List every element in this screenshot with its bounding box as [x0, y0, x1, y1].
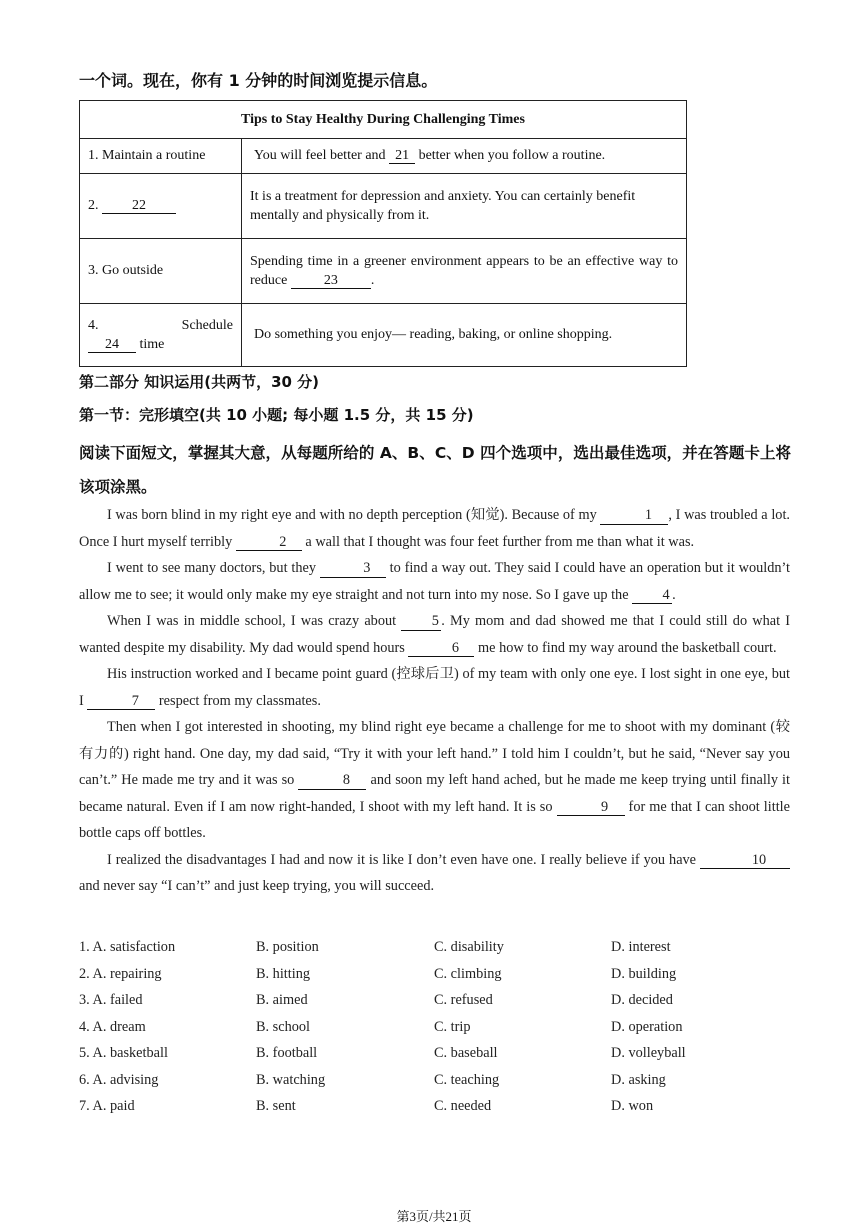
option-b: B. hitting [256, 965, 311, 982]
option-c: C. teaching [434, 1071, 500, 1088]
blank-23: 23 [291, 273, 371, 289]
paragraph-2: I went to see many doctors, but they 3 to find a way out. They said I could have an operation but it wouldn’t allow me to see; it would only make my eye straight and not turn into my nose. So I gave up the 4 . [79, 560, 790, 603]
section-2-heading: 第二部分 知识运用(共两节，30 分) [79, 373, 320, 391]
tip-3: 3. Go outside [80, 239, 242, 304]
blank-24: 24 [88, 337, 136, 353]
option-row [79, 1093, 790, 1120]
blank-9: 9 [557, 800, 625, 817]
option-b: B. watching [256, 1071, 326, 1088]
blank-2: 2 [236, 535, 302, 552]
blank-6: 6 [408, 641, 474, 658]
blank-7: 7 [87, 694, 155, 711]
blank-22: 22 [102, 198, 176, 214]
paragraph-6: I realized the disadvantages I had and now it is like I don’t even have one. I really believe if you have 10 and never say “I can’t” and just keep trying, you will succeed. [79, 847, 790, 900]
page-number: 第3页/共21页 [396, 1209, 472, 1224]
option-c: C. trip [434, 1018, 471, 1035]
section-1-heading: 第一节：完形填空(共 10 小题; 每小题 1.5 分，共 15 分) [79, 406, 474, 424]
blank-8: 8 [298, 773, 366, 790]
tip-2: 2. 22 [80, 174, 242, 239]
blank-10: 10 [700, 853, 790, 870]
option-row [79, 987, 790, 1014]
option-d: D. won [611, 1098, 654, 1114]
option-a: 6. A. advising [79, 1071, 159, 1088]
tip-4-desc: Do something you enjoy— reading, baking, or online shopping. [242, 304, 687, 367]
tip-2-desc: It is a treatment for depression and anxiety. You can certainly benefit mentally and physically from it. [242, 174, 687, 239]
paragraph-4: His instruction worked and I became point guard (控球后卫) of my team with only one eye. I lost sight in one eye, but I 7 respect from my classmates. [79, 666, 790, 709]
option-d: D. operation [611, 1018, 683, 1035]
option-d: D. asking [611, 1071, 666, 1088]
tip-3-desc: Spending time in a greener environment appears to be an effective way to reduce 23 . [242, 239, 687, 304]
option-c: C. needed [434, 1098, 492, 1114]
option-b: B. sent [256, 1098, 296, 1114]
answer-options [79, 934, 790, 1120]
option-c: C. climbing [434, 965, 502, 982]
table-title: Tips to Stay Healthy During Challenging Times [80, 101, 687, 139]
option-d: D. decided [611, 992, 673, 1008]
option-a: 3. A. failed [79, 992, 143, 1008]
option-b: B. school [256, 1018, 311, 1035]
tip-4: 4. Schedule 24 time [80, 304, 242, 367]
option-d: D. building [611, 965, 677, 982]
option-a: 7. A. paid [79, 1098, 135, 1114]
option-row [79, 1014, 790, 1041]
blank-21: 21 [389, 148, 415, 164]
option-c: C. baseball [434, 1045, 498, 1061]
option-c: C. disability [434, 939, 504, 955]
option-d: D. volleyball [611, 1045, 686, 1061]
blank-1: 1 [600, 508, 668, 525]
option-row [79, 934, 790, 961]
instructions: 阅读下面短文，掌握其大意，从每题所给的 A、B、C、D 四个选项中，选出最佳选项，并在答题卡上将该项涂黑。 [79, 444, 791, 496]
option-c: C. refused [434, 992, 493, 1008]
option-b: B. football [256, 1045, 318, 1061]
intro-line: 一个词。现在，你有 1 分钟的时间浏览提示信息。 [79, 71, 438, 90]
option-a: 5. A. basketball [79, 1045, 168, 1061]
option-b: B. aimed [256, 992, 308, 1008]
option-d: D. interest [611, 939, 671, 955]
paragraph-1: I was born blind in my right eye and with no depth perception (知觉). Because of my 1 , I was troubled a lot. Once I hurt myself terribly 2 a wall that I thought was four feet further from me than what it was. [79, 507, 790, 550]
option-b: B. position [256, 939, 319, 955]
tip-1-desc: You will feel better and 21 better when you follow a routine. [242, 139, 687, 174]
blank-3: 3 [320, 561, 386, 578]
option-a: 2. A. repairing [79, 965, 162, 982]
tips-table [79, 100, 687, 367]
option-row [79, 1040, 790, 1067]
blank-5: 5 [401, 614, 441, 631]
paragraph-3: When I was in middle school, I was crazy about 5 . My mom and dad showed me that I could still do what I wanted despite my disability. My dad would spend hours 6 me how to find my way around the basketball court. [79, 613, 790, 656]
option-a: 1. A. satisfaction [79, 939, 176, 955]
option-row [79, 1067, 790, 1094]
cloze-passage [79, 502, 790, 900]
blank-4: 4 [632, 588, 672, 605]
tip-1: 1. Maintain a routine [80, 139, 242, 174]
paragraph-5: Then when I got interested in shooting, my blind right eye became a challenge for me to shoot with my dominant (较有力的) right hand. One day, my dad said, “Try it with your left hand.” I told him I couldn’t, but he said, “Never say you can’t.” He made me try and it was so 8 and soon my left hand ached, but he made me keep trying until finally it became natural. Even if I am now right-handed, I shoot with my left hand. It is so 9 for me that I can shoot little bottle caps off bottles. [79, 719, 791, 841]
option-a: 4. A. dream [79, 1018, 146, 1035]
option-row [79, 961, 790, 988]
